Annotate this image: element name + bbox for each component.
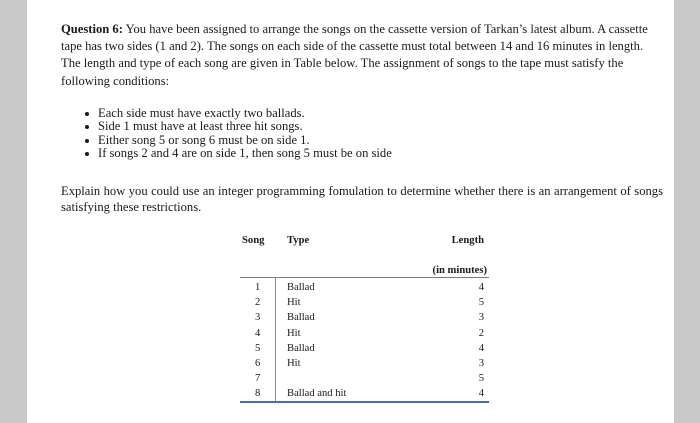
right-margin-strip [674,0,700,423]
table-row [240,280,489,295]
song-type: Ballad [287,282,315,293]
left-margin-strip [0,0,27,423]
song-number: 1 [255,282,261,293]
table-row [240,386,489,401]
song-length: 5 [478,373,484,385]
song-length: 2 [478,327,484,339]
table-top-rule [240,277,489,278]
song-length: 5 [478,297,484,309]
condition-item: Each side must have exactly two ballads. [85,107,392,120]
table-row [240,326,489,341]
header-length-unit: (in minutes) [432,265,487,276]
song-number: 2 [255,297,261,309]
header-type: Type [287,235,310,246]
song-length: 3 [478,357,484,369]
song-number: 3 [255,312,261,324]
table-row [240,295,489,310]
song-type: Ballad [287,342,315,354]
document-page [27,0,674,423]
song-type: Ballad and hit [287,388,347,400]
song-length: 3 [478,312,484,324]
song-length: 4 [478,282,484,293]
song-number: 5 [255,342,261,354]
explain-paragraph: Explain how you could use an integer programming fomulation to determine whether there is an arrangement of songs satisfying these restrictions. [61,184,663,214]
song-length: 4 [478,342,484,354]
conditions-list [85,107,392,161]
song-type: Hit [287,357,301,369]
table-row [240,341,489,356]
question-label: Question 6: [61,22,123,36]
table-row [240,356,489,371]
table-row [240,371,489,386]
song-number: 8 [255,388,261,400]
condition-item: Either song 5 or song 6 must be on side 1. [85,134,392,147]
condition-item: Side 1 must have at least three hit songs. [85,120,392,133]
song-length: 4 [478,388,484,400]
song-number: 4 [255,327,261,339]
question-paragraph [61,21,661,90]
table-bottom-rule [240,401,489,403]
songs-table [240,231,489,403]
header-song: Song [242,235,265,246]
song-type: Hit [287,297,301,309]
condition-item: If songs 2 and 4 are on side 1, then song 5 must be on side [85,147,392,160]
song-number: 6 [255,357,261,369]
song-number: 7 [255,373,261,385]
table-body [240,280,489,402]
question-text: You have been assigned to arrange the songs on the cassette version of Tarkan’s latest album. A cassette tape has two sides (1 and 2). The songs on each side of the cassette must total between 14 and 16 minutes in length. The length and type of each song are given in Table below. The assignment of songs to the tape must satisfy the following conditions: [61,22,648,88]
song-type: Hit [287,327,301,339]
table-row [240,310,489,325]
song-type: Ballad [287,312,315,324]
header-length: Length [451,235,484,246]
